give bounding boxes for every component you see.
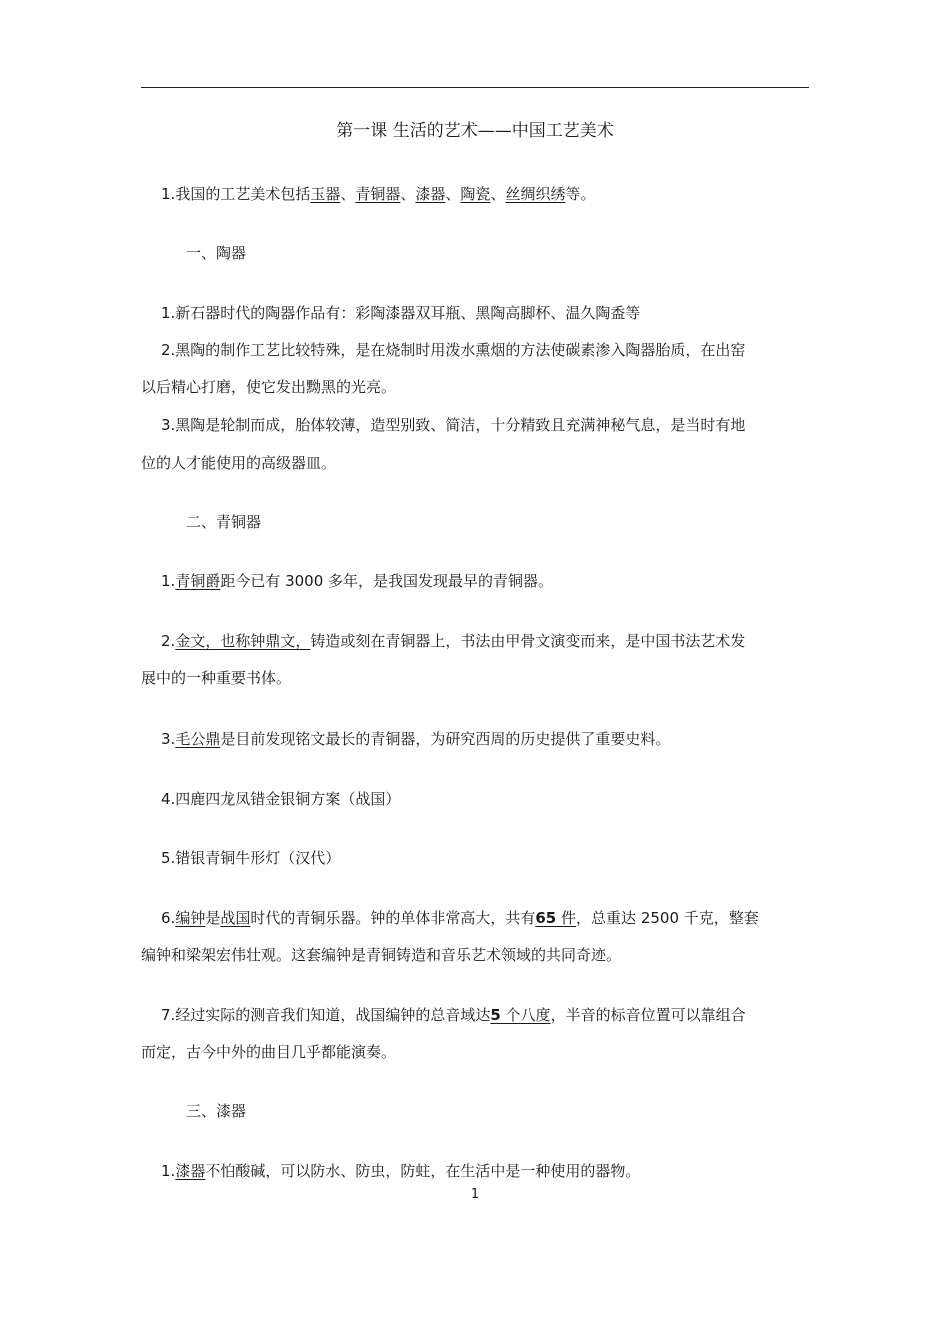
bronze-item-2-line1: 2.金文，也称钟鼎文，铸造或刻在青铜器上，书法由甲骨文演变而来，是中国书法艺术发 bbox=[161, 632, 746, 650]
pottery-item-3-line1: 3.黑陶是轮制而成，胎体较薄，造型别致、简洁，十分精致且充满神秘气息，是当时有地 bbox=[161, 416, 746, 434]
bronze-item-6-line2: 编钟和梁架宏伟壮观。这套编钟是青铜铸造和音乐艺术领域的共同奇迹。 bbox=[141, 946, 622, 964]
pottery-item-3-line2: 位的人才能使用的高级器皿。 bbox=[141, 454, 337, 472]
bronze-item-4: 4.四鹿四龙凤错金银铜方案（战国） bbox=[161, 790, 401, 808]
bronze-item-1: 1.青铜爵距今已有 3000 多年，是我国发现最早的青铜器。 bbox=[161, 572, 554, 590]
bronze-item-7-line1: 7.经过实际的测音我们知道，战国编钟的总音域达5 个八度，半音的标音位置可以靠组合 bbox=[161, 1006, 746, 1024]
page-title: 第一课 生活的艺术——中国工艺美术 bbox=[336, 121, 614, 141]
intro-paragraph: 1.我国的工艺美术包括玉器、青铜器、漆器、陶瓷、丝绸织绣等。 bbox=[161, 185, 596, 203]
lacquer-item-1: 1.漆器不怕酸碱，可以防水、防虫，防蛀，在生活中是一种使用的器物。 bbox=[161, 1162, 641, 1180]
header-rule bbox=[141, 87, 809, 88]
bronze-item-6-line1: 6.编钟是战国时代的青铜乐器。钟的单体非常高大，共有65 件，总重达 2500 千克，整套 bbox=[161, 909, 759, 927]
bronze-item-7-line2: 而定，古今中外的曲目几乎都能演奏。 bbox=[141, 1043, 397, 1061]
section-heading-pottery: 一、陶器 bbox=[186, 244, 247, 262]
pottery-item-1: 1.新石器时代的陶器作品有：彩陶漆器双耳瓶、黑陶高脚杯、温久陶盉等 bbox=[161, 304, 641, 322]
section-heading-lacquer: 三、漆器 bbox=[186, 1102, 247, 1120]
bronze-item-3: 3.毛公鼎是目前发现铭文最长的青铜器，为研究西周的历史提供了重要史料。 bbox=[161, 730, 671, 748]
pottery-item-2-line2: 以后精心打磨，使它发出黝黑的光亮。 bbox=[141, 378, 397, 396]
bronze-item-5: 5.错银青铜牛形灯（汉代） bbox=[161, 849, 341, 867]
pottery-item-2-line1: 2.黑陶的制作工艺比较特殊，是在烧制时用泼水熏烟的方法使碳素渗入陶器胎质，在出窑 bbox=[161, 341, 746, 359]
page-number: 1 bbox=[470, 1187, 480, 1202]
bronze-item-2-line2: 展中的一种重要书体。 bbox=[141, 669, 292, 687]
section-heading-bronze: 二、青铜器 bbox=[186, 513, 262, 531]
